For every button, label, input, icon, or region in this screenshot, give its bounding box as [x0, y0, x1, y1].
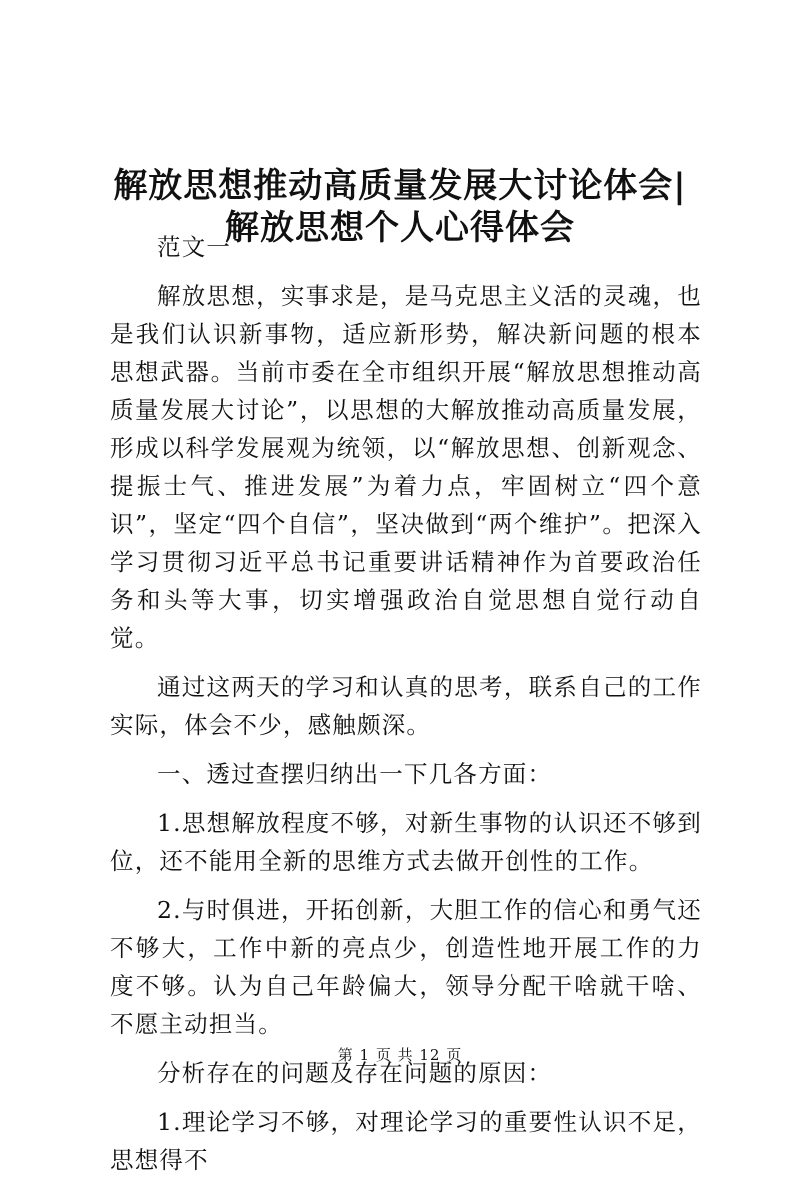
paragraph: 分析存在的问题及存在问题的原因： — [157, 1059, 553, 1087]
document-title: 解放思想推动高质量发展大讨论体会|解放思想个人心得体会 — [113, 165, 687, 248]
paragraph: 2.与时俱进，开拓创新，大胆工作的信心和勇气还不够大，工作中新的亮点少，创造性地开展工作的力度不够。认为自己年龄偏大，领导分配干啥就干啥、不愿主动担当。 — [110, 896, 702, 1038]
paragraph: 范文一 — [157, 233, 232, 261]
paragraph: 解放思想，实事求是，是马克思主义活的灵魂，也是我们认识新事物，适应新形势，解决新问题的根本思想武器。当前市委在全市组织开展“解放思想推动高质量发展大讨论”，以思想的大解放推动高质量发展，形成以科学发展观为统领，以“解放思想、创新观念、提振士气、推进发展”为着力点，牢固树立“四个意识”，坚定“四个自信”，坚决做到“两个维护”。把深入学习贯彻习近平总书记重要讲话精神作为首要政治任务和头等大事，切实增强政治自觉思想自觉行动自觉。 — [110, 282, 702, 652]
paragraph: 一、透过查摆归纳出一下几各方面： — [157, 760, 553, 788]
paragraph: 通过这两天的学习和认真的思考，联系自己的工作实际，体会不少，感触颇深。 — [110, 673, 702, 739]
paragraph: 1.理论学习不够，对理论学习的重要性认识不足，思想得不 — [110, 1108, 702, 1174]
page-footer: 第 1 页 共 12 页 — [337, 1046, 463, 1064]
paragraph: 1.思想解放程度不够，对新生事物的认识还不够到位，还不能用全新的思维方式去做开创性的工作。 — [110, 809, 702, 875]
